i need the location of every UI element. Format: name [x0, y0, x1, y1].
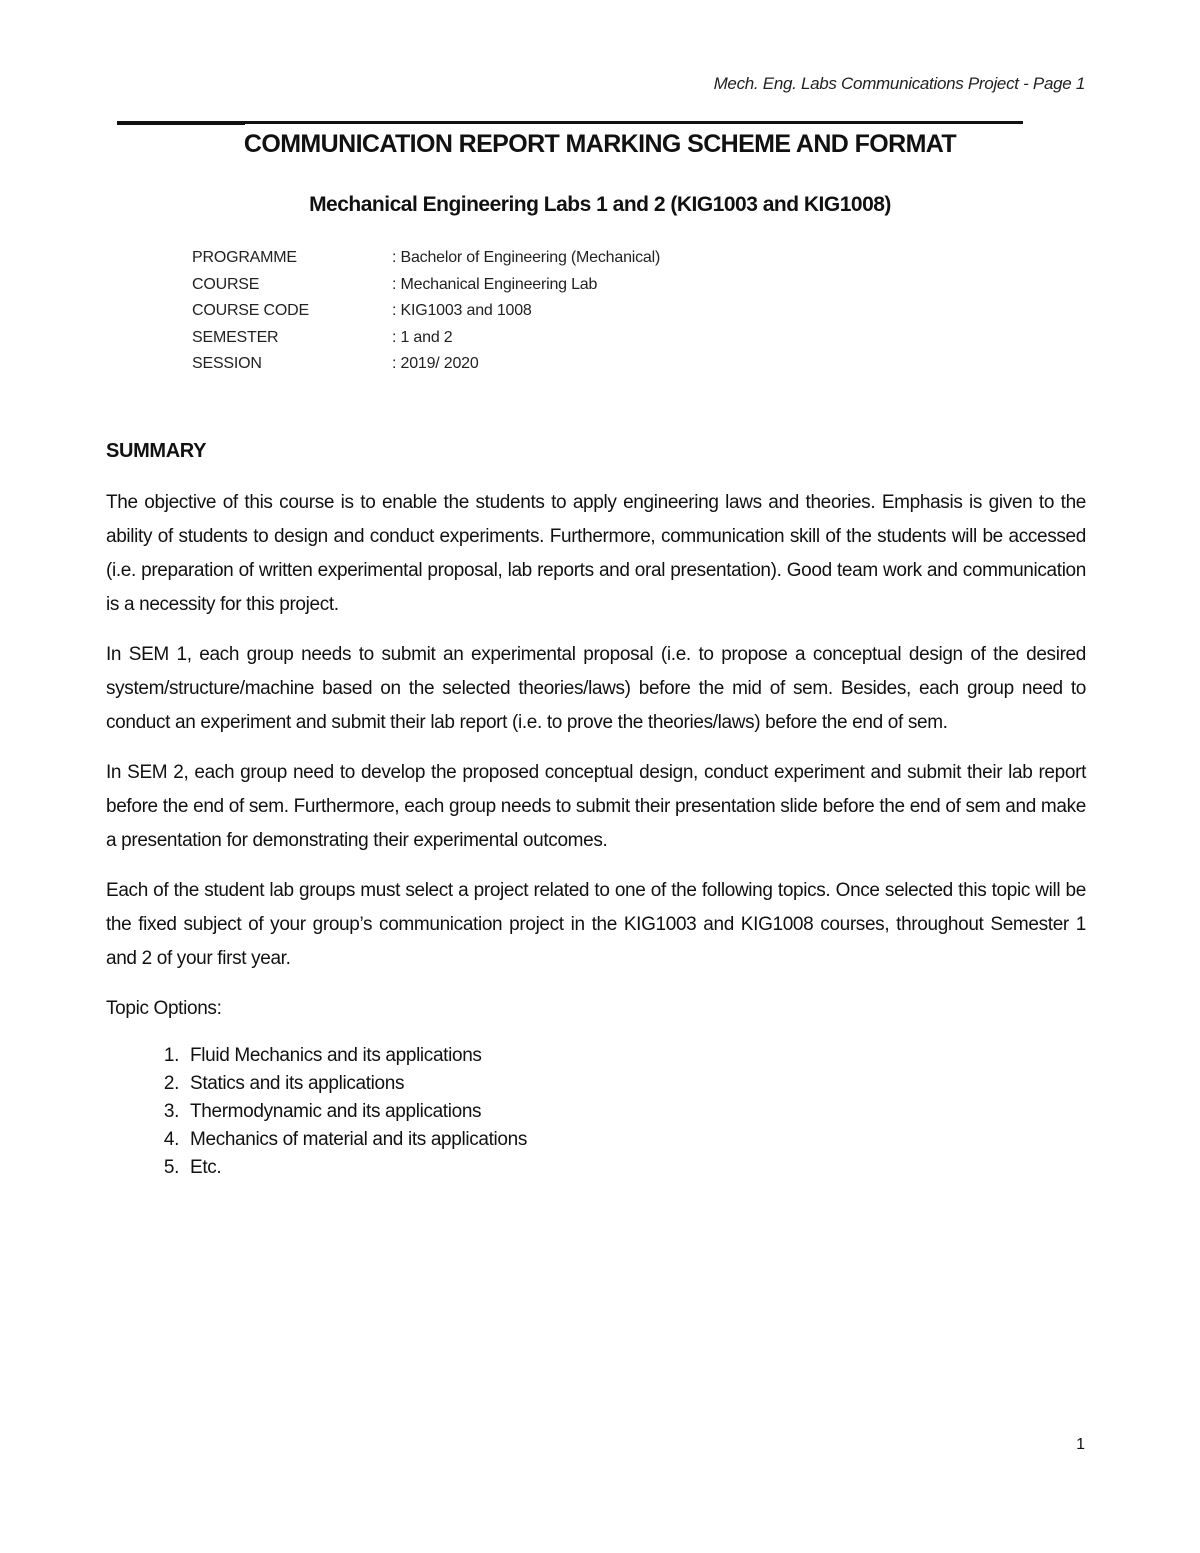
header-rule: [117, 121, 1023, 124]
header-rule-accent: [117, 121, 245, 125]
topics-label: Topic Options:: [106, 998, 222, 1019]
info-value: : KIG1003 and 1008: [392, 302, 532, 319]
info-row-session: [192, 355, 660, 382]
info-key: SESSION: [192, 355, 262, 372]
topic-item: 3. Thermodynamic and its applications: [184, 1098, 1086, 1126]
info-value: : Bachelor of Engineering (Mechanical): [392, 249, 661, 266]
summary-paragraph: Each of the student lab groups must select a project related to one of the following topics. Once selected this topic will be the fixed subject of your group’s communication project in the KIG1003 and KIG1008 courses, throughout Semester 1 and 2 of your first year.: [106, 880, 1086, 969]
running-header: Mech. Eng. Labs Communications Project - Page 1: [713, 74, 1085, 93]
info-value: : 2019/ 2020: [392, 355, 479, 372]
info-value: : Mechanical Engineering Lab: [392, 275, 598, 293]
info-row-course: [192, 276, 660, 303]
topic-item: 4. Mechanics of material and its applications: [184, 1126, 1086, 1154]
course-info-table: [192, 249, 660, 382]
summary-heading: SUMMARY: [106, 440, 207, 462]
info-row-programme: [192, 249, 660, 276]
summary-section: [106, 434, 1086, 1182]
info-row-semester: [192, 329, 660, 356]
topic-item: 5. Etc.: [184, 1154, 1086, 1182]
summary-paragraph: In SEM 2, each group need to develop the proposed conceptual design, conduct experiment and submit their lab report before the end of sem. Furthermore, each group needs to submit their presentation slide before the end of sem and make a presentation for demonstrating their experimental outcomes.: [106, 762, 1086, 851]
topic-item: 2. Statics and its applications: [184, 1070, 1086, 1098]
info-row-course-code: [192, 302, 660, 329]
info-key: PROGRAMME: [192, 249, 297, 266]
topic-item: 1. Fluid Mechanics and its applications: [184, 1042, 1086, 1070]
document-title: COMMUNICATION REPORT MARKING SCHEME AND FORMAT: [243, 130, 957, 158]
info-key: COURSE CODE: [192, 302, 309, 319]
summary-paragraph: The objective of this course is to enable the students to apply engineering laws and theories. Emphasis is given to the ability of students to design and conduct experiments. Furthermore, communication skill of the students will be accessed (i.e. preparation of written experimental proposal, lab reports and oral presentation). Good team work and communication is a necessity for this project.: [106, 492, 1086, 615]
info-value: : 1 and 2: [392, 328, 453, 346]
summary-paragraph: In SEM 1, each group needs to submit an experimental proposal (i.e. to propose a conceptual design of the desired system/structure/machine based on the selected theories/laws) before the mid of sem. Besides, each group need to conduct an experiment and submit their lab report (i.e. to prove the theories/laws) before the end of sem.: [106, 644, 1086, 733]
info-key: SEMESTER: [192, 328, 279, 346]
topic-list: [106, 1042, 1086, 1182]
document-subtitle: Mechanical Engineering Labs 1 and 2 (KIG1003 and KIG1008): [309, 193, 891, 216]
page-number: 1: [1076, 1436, 1085, 1453]
info-key: COURSE: [192, 275, 260, 293]
